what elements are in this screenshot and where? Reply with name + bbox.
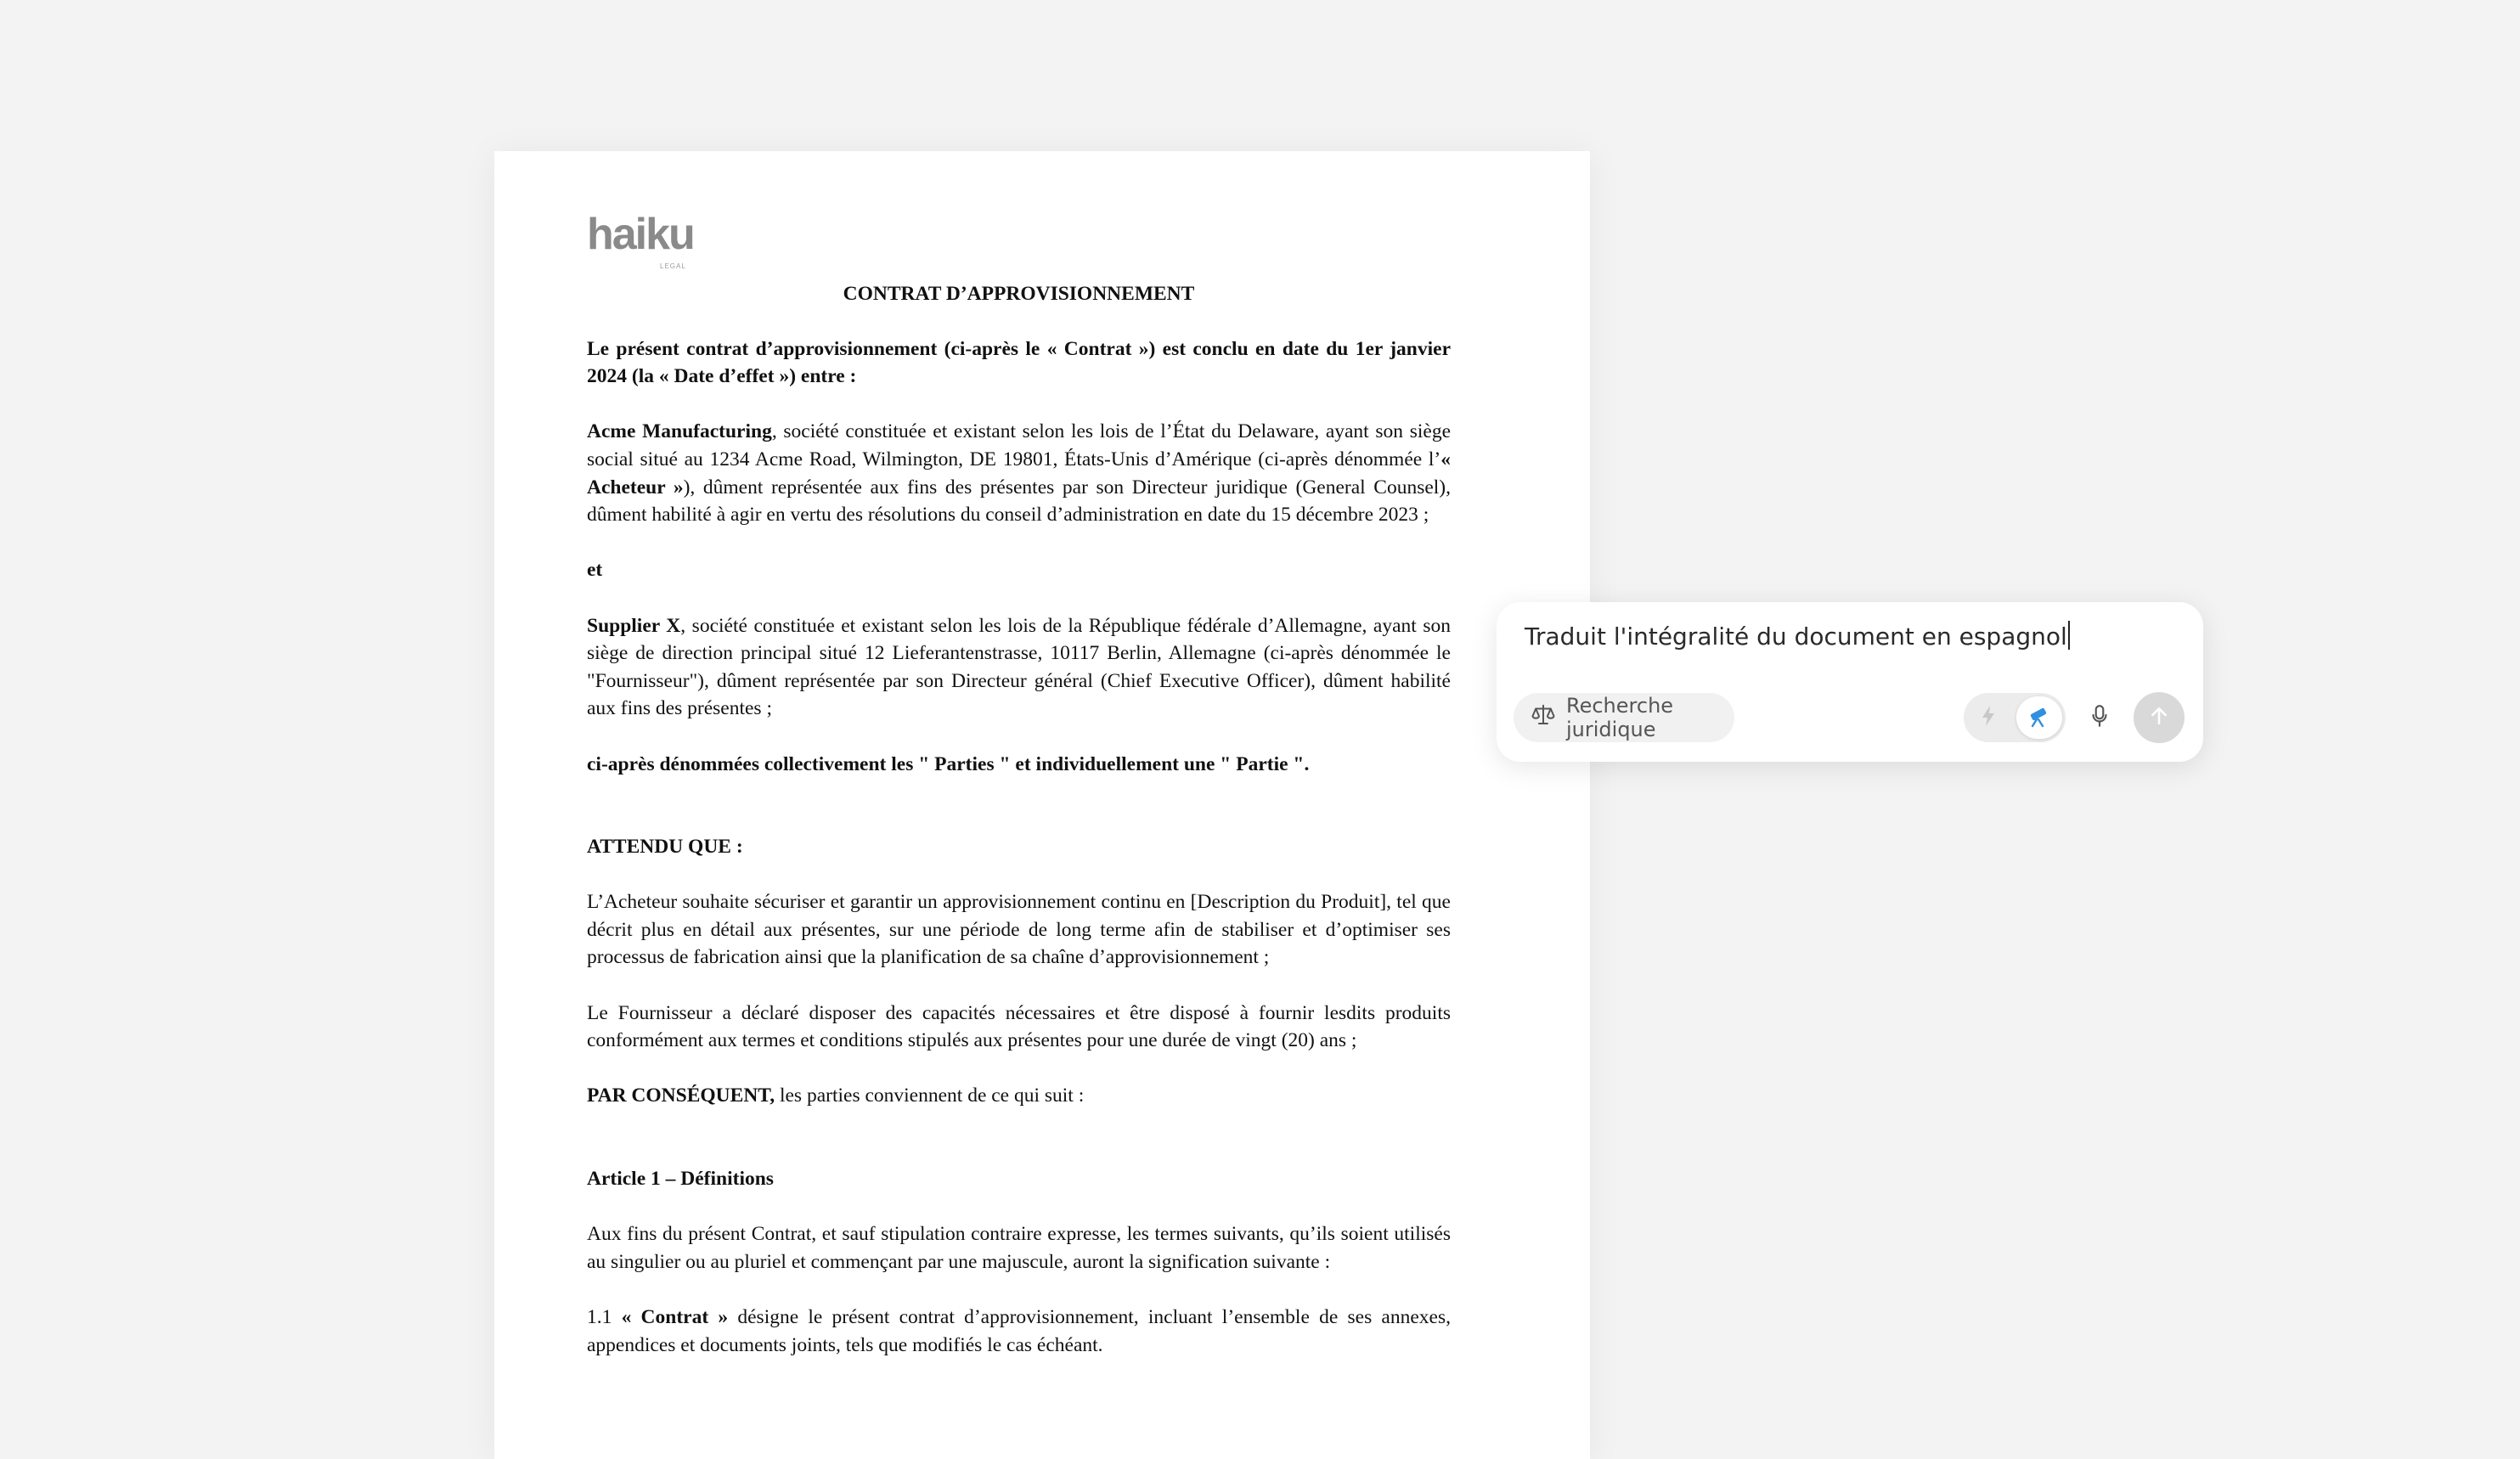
microphone-icon bbox=[2089, 703, 2111, 732]
therefore-paragraph bbox=[587, 1082, 1451, 1110]
telescope-icon bbox=[2026, 703, 2053, 732]
prompt-input[interactable] bbox=[1525, 621, 2070, 651]
prompt-box[interactable] bbox=[1497, 602, 2203, 762]
party1-paragraph bbox=[587, 418, 1451, 528]
mode-toggle[interactable] bbox=[1964, 693, 2066, 742]
collective-paragraph bbox=[587, 751, 1451, 779]
definition-1-1 bbox=[587, 1304, 1451, 1359]
party2-paragraph bbox=[587, 612, 1451, 723]
prompt-input-text: Traduit l'intégralité du document en espagnol bbox=[1525, 622, 2067, 651]
logo bbox=[587, 210, 1451, 270]
definition-text: désigne le présent contrat d’approvisionnement, incluant l’ensemble de ses annexes, appendices et documents joints, tels que modifiés le cas échéant. bbox=[587, 1306, 1451, 1356]
legal-search-button[interactable] bbox=[1514, 693, 1734, 742]
definition-term: « Contrat » bbox=[621, 1306, 729, 1328]
logo-subtext: LEGAL bbox=[660, 262, 686, 270]
therefore-rest: les parties conviennent de ce qui suit : bbox=[775, 1084, 1085, 1107]
and-paragraph bbox=[587, 556, 1451, 584]
whereas-heading bbox=[587, 833, 1451, 861]
legal-search-label: Recherche juridique bbox=[1566, 694, 1674, 741]
whereas-text: ATTENDU QUE : bbox=[587, 836, 743, 859]
document-page bbox=[494, 151, 1590, 1459]
party2-name: Supplier X bbox=[587, 614, 681, 637]
intro-text: Le présent contrat d’approvisionnement (ci-après le « Contrat ») est conclu en date du 1er janvier 2024 (la « Date d’effet ») entre : bbox=[587, 337, 1451, 388]
party1-text-a: , société constituée et existant selon les lois de l’État du Delaware, ayant son siège social situé au 1234 Acme Road, Wilmington, DE 19801, États-Unis d’Amérique (ci-après dénommée l’ bbox=[587, 420, 1451, 470]
recital-2: Le Fournisseur a déclaré disposer des capacités nécessaires et être disposé à fournir lesdits produits conformément aux termes et conditions stipulés aux présentes pour une durée de vingt (20) ans ; bbox=[587, 1001, 1451, 1052]
party1-role: « Acheteur » bbox=[587, 448, 1451, 499]
collective-text: ci-après dénommées collectivement les " Parties " et individuellement une " Partie ". bbox=[587, 752, 1310, 775]
scale-icon bbox=[1531, 702, 1556, 733]
party1-text-b: ), dûment représentée aux fins des présentes par son Directeur juridique (General Counsel), dûment habilité à agir en vertu des résolutions du conseil d’administration en date du 15 décembre 2023 ; bbox=[587, 476, 1452, 527]
fast-mode-button[interactable] bbox=[1969, 698, 2008, 737]
document-body bbox=[587, 212, 1451, 1387]
party2-text: , société constituée et existant selon les lois de la République fédérale d’Allemagne, ayant son siège de direction principal situé 12 Lieferantenstrasse, 10117 Berlin, Allemagne (ci-après dénommée le "Fournisseur"), dûment représentée par son Directeur général (Chief Executive Officer), dûment habilité aux fins des présentes ; bbox=[587, 614, 1451, 720]
article1-title: Article 1 – Définitions bbox=[587, 1168, 774, 1191]
article1-heading bbox=[587, 1165, 1451, 1193]
party1-name: Acme Manufacturing bbox=[587, 420, 772, 443]
microphone-button[interactable] bbox=[2079, 697, 2120, 738]
deep-mode-button[interactable] bbox=[2016, 696, 2062, 739]
definition-number: 1.1 bbox=[587, 1306, 622, 1328]
send-button[interactable] bbox=[2134, 692, 2185, 743]
recital-1: L’Acheteur souhaite sécuriser et garantir un approvisionnement continu en [Description du Produit], tel que décrit plus en détail aux présentes, sur une période de long terme afin de stabiliser et d’optimiser ses processus de fabrication ainsi que la planification de sa chaîne d’approvisionnement ; bbox=[587, 891, 1451, 969]
arrow-up-icon bbox=[2148, 705, 2170, 730]
and-text: et bbox=[587, 559, 603, 582]
therefore-bold: PAR CONSÉQUENT, bbox=[587, 1084, 775, 1107]
article1-intro: Aux fins du présent Contrat, et sauf stipulation contraire expresse, les termes suivants, qu’ils soient utilisés au singulier ou au pluriel et commençant par une majuscule, auront la signification suivante : bbox=[587, 1223, 1451, 1273]
intro-paragraph bbox=[587, 335, 1451, 391]
text-caret bbox=[2068, 621, 2070, 650]
document-title: CONTRAT D’APPROVISIONNEMENT bbox=[843, 283, 1195, 305]
lightning-icon bbox=[1978, 704, 1999, 731]
logo-text: haiku bbox=[587, 210, 694, 259]
